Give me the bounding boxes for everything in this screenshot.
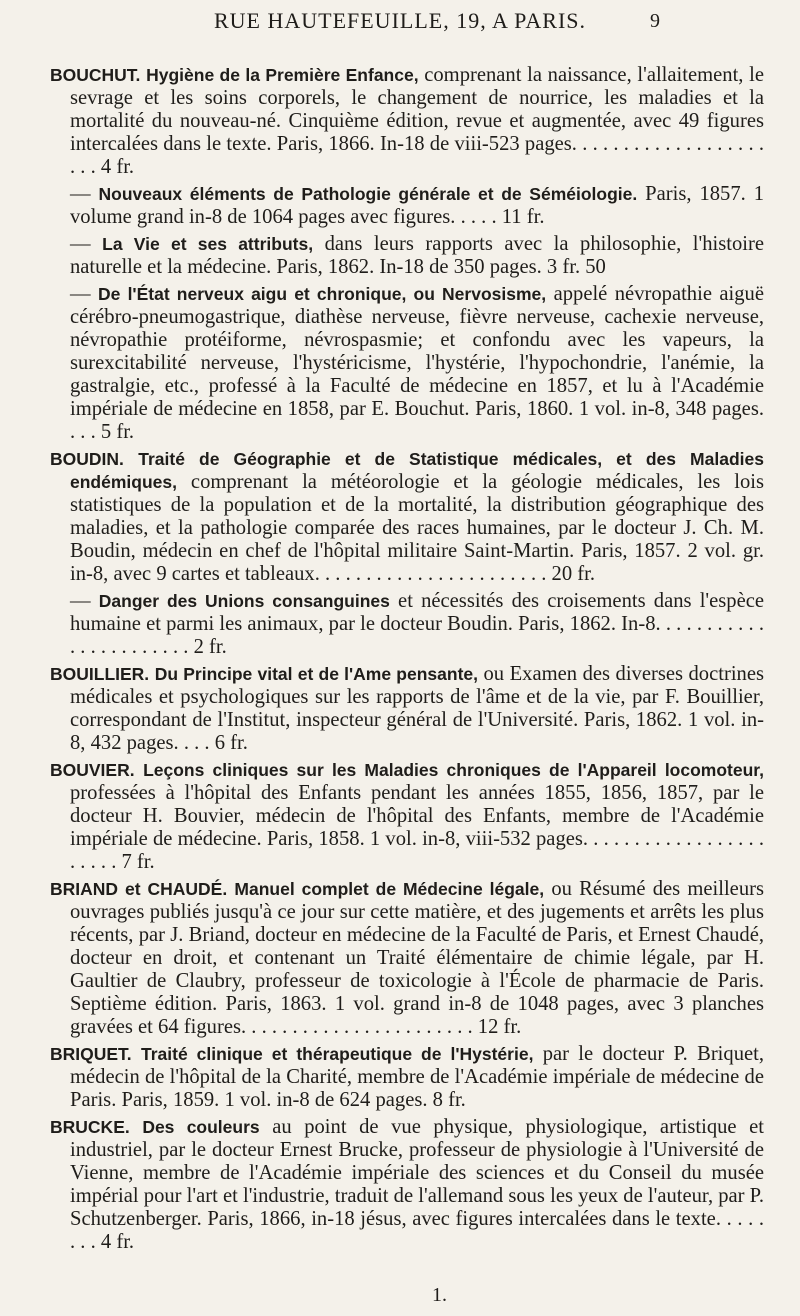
entry-title: Traité de Géographie et de Statistique médicales, et des Maladies endémiques, (70, 449, 764, 492)
catalog-entry (50, 590, 764, 659)
catalog-entry (50, 878, 764, 1039)
entry-text: dans leurs rapports avec la philosophie, l'histoire naturelle et la médecine. Paris, 1862. In-18 de 350 pages. 3 fr. 50 (70, 233, 764, 278)
entry-author: BOUCHUT. (50, 65, 141, 85)
catalog-entry (50, 233, 764, 279)
entry-text: comprenant la météorologie et la géologie médicales, les lois statistiques de la population et de la mortalité, la distribution géographique des maladies, et la pathologie comparée des races humaines, par le docteur J. Ch. M. Boudin, médecin en chef de l'hôpital militaire Saint-Martin. Paris, 1857. 2 vol. gr. in-8, avec 9 cartes et tableaux. . . . . . . . . . . . . . . . . . . . . . . 20 fr. (70, 471, 764, 585)
catalog-entry (50, 1116, 764, 1254)
entry-text: professées à l'hôpital des Enfants pendant les années 1855, 1856, 1857, par le docteur H. Bouvier, médecin de l'hôpital des Enfants, membre de l'Académie impériale de médecine. Paris, 1858. 1 vol. in-8, viii-532 pages. . . . . . . . . . . . . . . . . . . . . . . 7 fr. (70, 782, 764, 873)
entry-title: Des couleurs (142, 1117, 260, 1137)
entry-author: BRIAND et CHAUDÉ. (50, 879, 228, 899)
entry-text: Paris, 1857. 1 volume grand in-8 de 1064 pages avec figures. . . . . 11 fr. (70, 183, 764, 228)
entry-text: appelé névropathie aiguë cérébro-pneumogastrique, diathèse nerveuse, fièvre nerveuse, cachexie nerveuse, névropathie protéiforme, névrospasmie; et confondu avec les vapeurs, la surexcitabilité nerveuse, l'hystéricisme, l'hystérie, l'hypochondrie, l'anémie, la gastralgie, etc., professé à la Faculté de médecine en 1857, et lu à l'Académie impériale de médecine en 1858, par E. Bouchut. Paris, 1860. 1 vol. in-8, 348 pages. . . . 5 fr. (70, 283, 764, 443)
entry-title: Du Principe vital et de l'Ame pensante, (154, 664, 478, 684)
catalog-entry (50, 283, 764, 444)
entry-author: BOUDIN. (50, 449, 124, 469)
entry-text: par le docteur P. Briquet, médecin de l'hôpital de la Charité, membre de l'Académie impériale de médecine de Paris. Paris, 1859. 1 vol. in-8 de 624 pages. 8 fr. (70, 1043, 765, 1111)
catalog-entry (50, 1043, 764, 1112)
entry-text: et nécessités des croisements dans l'espèce humaine et parmi les animaux, par le docteur Boudin. Paris, 1862. In-8. . . . . . . . . . . . . . . . . . . . . . . 2 fr. (70, 590, 765, 658)
entry-title: Manuel complet de Médecine légale, (234, 879, 545, 899)
entry-text: ou Examen des diverses doctrines médicales et psychologiques sur les rapports de l'âme et de la vie, par F. Bouillier, correspondant de l'Institut, inspecteur général de l'Université. Paris, 1862. 1 vol. in-8, 432 pages. . . . 6 fr. (70, 663, 764, 754)
entry-text: au point de vue physique, physiologique, artistique et industriel, par le docteur Ernest Brucke, professeur de physiologie à l'Université de Vienne, membre de l'Académie impériale des sciences et du Conseil du musée impérial pour l'art et l'industrie, traduit de l'allemand sous les yeux de l'auteur, par P. Schutzenberger. Paris, 1866, in-18 jésus, avec figures intercalées dans le texte. . . . . . . . 4 fr. (70, 1116, 765, 1253)
entry-title: Nouveaux éléments de Pathologie générale et de Séméiologie. (98, 184, 638, 204)
catalog-entry (50, 759, 764, 874)
entry-dash: — (70, 183, 99, 205)
entry-author: BRUCKE. (50, 1117, 130, 1137)
running-head: RUE HAUTEFEUILLE, 19, A PARIS. (213, 8, 587, 33)
entry-text: comprenant la naissance, l'allaitement, le sevrage et les soins corporels, le changement de nourrice, les maladies et la mortalité du nouveau-né. Cinquième édition, revue et augmentée, avec 49 figures intercalées dans le texte. Paris, 1866. In-18 de viii-523 pages. . . . . . . . . . . . . . . . . . . . . . 4 fr. (70, 64, 764, 178)
entry-title: Hygiène de la Première Enfance, (146, 65, 419, 85)
entry-author: BRIQUET. (50, 1044, 132, 1064)
entry-dash: — (70, 233, 103, 255)
catalog-entries (50, 64, 764, 1258)
entry-author: BOUVIER. (50, 760, 135, 780)
page-number: 9 (650, 10, 660, 32)
signature-mark: 1. (432, 1284, 447, 1306)
entry-title: Danger des Unions consanguines (98, 591, 390, 611)
entry-title: De l'État nerveux aigu et chronique, ou Nervosisme, (98, 284, 547, 304)
entry-title: La Vie et ses attributs, (102, 234, 314, 254)
catalog-entry (50, 448, 764, 586)
entry-title: Traité clinique et thérapeutique de l'Hystérie, (140, 1044, 534, 1064)
entry-author: BOUILLIER. (50, 664, 150, 684)
entry-text: ou Résumé des meilleurs ouvrages publiés jusqu'à ce jour sur cette matière, et des jugements et arrêts les plus récents, par J. Briand, docteur en médecine de la Faculté de Paris, et Ernest Chaudé, docteur en droit, et contenant un Traité élémentaire de chimie légale, par H. Gaultier de Claubry, professeur de toxicologie à l'École de pharmacie de Paris. Septième édition. Paris, 1863. 1 vol. grand in-8 de 1048 pages, avec 3 planches gravées et 64 figures. . . . . . . . . . . . . . . . . . . . . . . 12 fr. (70, 878, 764, 1038)
entry-title: Leçons cliniques sur les Maladies chroniques de l'Appareil locomoteur, (143, 760, 764, 780)
entry-dash: — (70, 283, 99, 305)
catalog-entry (50, 64, 764, 179)
catalog-entry (50, 663, 764, 755)
catalog-entry (50, 183, 764, 229)
entry-dash: — (70, 590, 99, 612)
